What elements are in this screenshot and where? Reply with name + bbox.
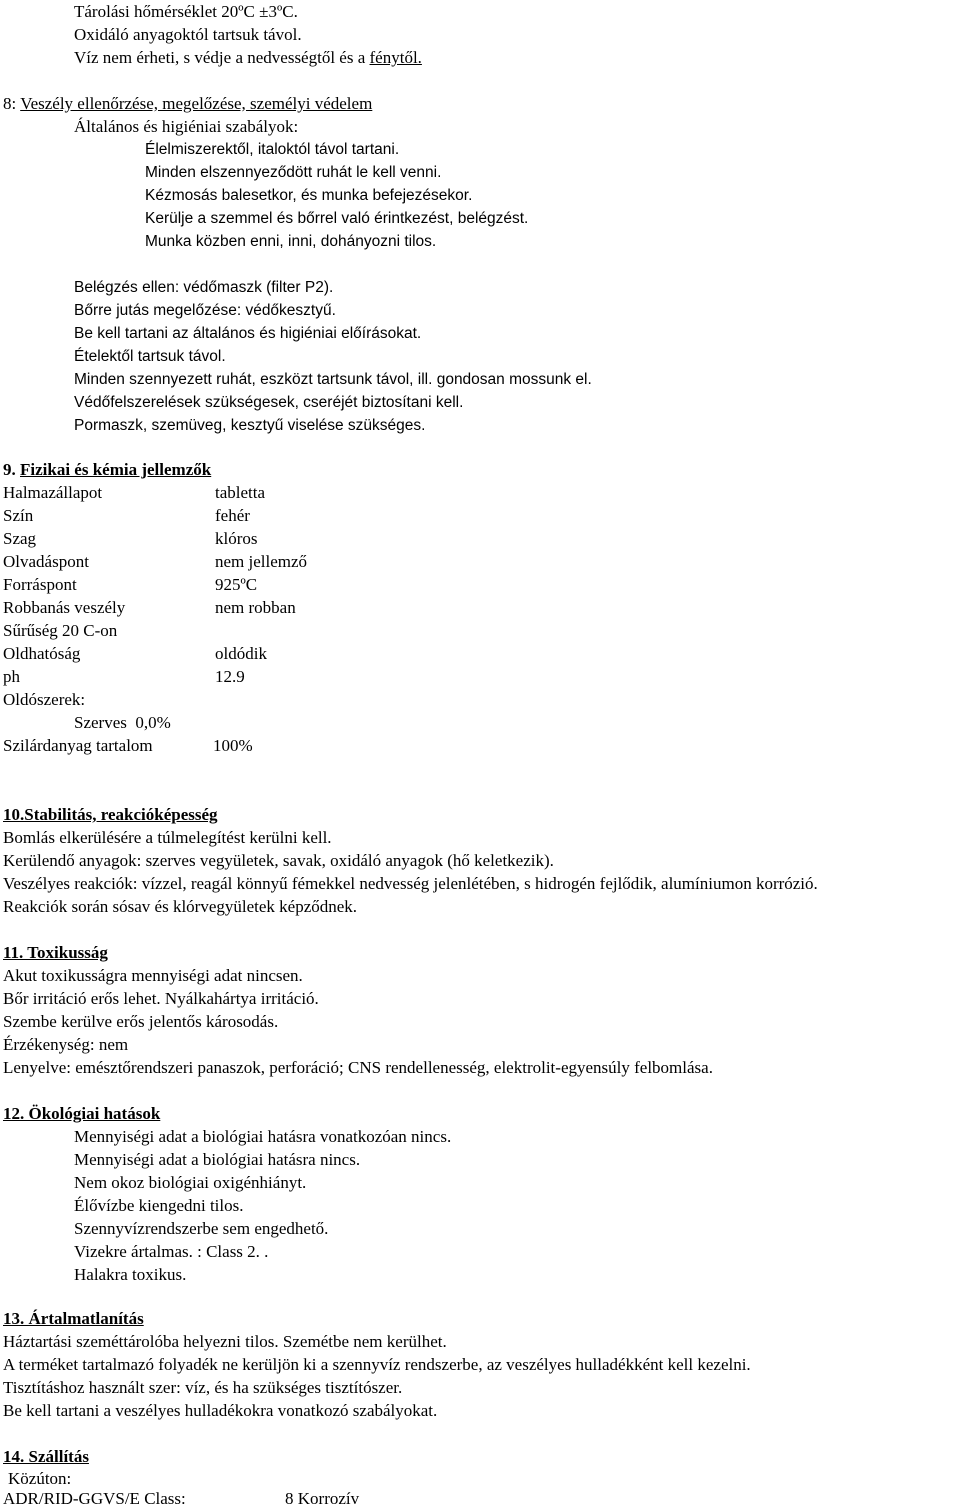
prop-label: ph — [3, 667, 20, 686]
section12-line: Halakra toxikus. — [74, 1265, 187, 1284]
section8-heading — [3, 94, 372, 114]
section10-line: Veszélyes reakciók: vízzel, reagál könnyű fémekkel nedvesség jelenlétében, s hidrogén fejlődik, alumíniumon korrózió. — [3, 874, 818, 893]
prop-label: Halmazállapot — [3, 483, 103, 502]
protection-line: Minden szennyezett ruhát, eszközt tartsunk távol, ill. gondosan mossunk el. — [74, 371, 592, 388]
section13-line: A terméket tartalmazó folyadék ne kerüljön ki a szennyvíz rendszerbe, az veszélyes hulladékként kell kezelni. — [3, 1355, 751, 1374]
section13-line: Tisztításhoz használt szer: víz, és ha szükséges tisztítószer. — [3, 1378, 403, 1397]
section11-line: Lenyelve: emésztőrendszeri panaszok, perforáció; CNS rendellenesség, elektrolit-egyensúly felbomlása. — [3, 1058, 713, 1077]
prop-value: 12.9 — [215, 667, 245, 686]
section10-title: 10.Stabilitás, reakcióképesség — [3, 805, 218, 824]
prop-label: Forráspont — [3, 575, 77, 594]
section11-line: Bőr irritáció erős lehet. Nyálkahártya irritáció. — [3, 989, 319, 1008]
section10-line: Bomlás elkerülésére a túlmelegítést kerülni kell. — [3, 828, 332, 847]
section11-line: Érzékenység: nem — [3, 1035, 129, 1054]
section9-title: Fizikai és kémia jellemzők — [20, 460, 212, 479]
prop-value: oldódik — [215, 644, 267, 663]
section8-item: Kerülje a szemmel és bőrrel való érintkezést, belégzést. — [145, 210, 529, 227]
section11-line: Akut toxikusságra mennyiségi adat nincsen. — [3, 966, 303, 985]
protection-line: Be kell tartani az általános és higiéniai előírásokat. — [74, 325, 422, 342]
protection-line: Védőfelszerelések szükségesek, cseréjét biztosítani kell. — [74, 394, 464, 411]
solids-value: 100% — [213, 736, 253, 755]
section14-title: 14. Szállítás — [3, 1447, 89, 1466]
storage-moisture-light: fénytől. — [369, 48, 422, 67]
prop-value: 925ºC — [215, 575, 258, 594]
prop-label: Oldhatóság — [3, 644, 81, 663]
section12-line: Mennyiségi adat a biológiai hatásra vonatkozóan nincs. — [74, 1127, 452, 1146]
prop-label: Szín — [3, 506, 34, 525]
prop-label: Szag — [3, 529, 37, 548]
section10-line: Kerülendő anyagok: szerves vegyületek, savak, oxidáló anyagok (hő keletkezik). — [3, 851, 554, 870]
prop-label: Olvadáspont — [3, 552, 89, 571]
storage-moisture-text: Víz nem érheti, s védje a nedvességtől és a — [74, 48, 370, 67]
section12-title: 12. Ökológiai hatások — [3, 1104, 161, 1123]
section8-item: Munka közben enni, inni, dohányozni tilos. — [145, 233, 437, 250]
section9-number: 9. — [3, 460, 16, 479]
storage-moisture — [74, 48, 422, 68]
section12-line: Mennyiségi adat a biológiai hatásra nincs. — [74, 1150, 361, 1169]
section10-line: Reakciók során sósav és klórvegyületek képződnek. — [3, 897, 358, 916]
adr-class-value: 8 Korrozív — [285, 1489, 360, 1508]
section9-heading — [3, 460, 211, 480]
prop-value: nem robban — [215, 598, 296, 617]
section12-line: Nem okoz biológiai oxigénhiányt. — [74, 1173, 307, 1192]
solvents-label: Oldószerek: — [3, 690, 86, 709]
prop-value: fehér — [215, 506, 250, 525]
section11-line: Szembe kerülve erős jelentős károsodás. — [3, 1012, 279, 1031]
prop-label: Robbanás veszély — [3, 598, 126, 617]
section11-title: 11. Toxikusság — [3, 943, 108, 962]
road-label: Közúton: — [8, 1469, 72, 1488]
solvents-organic: Szerves 0,0% — [74, 713, 171, 732]
storage-temp: Tárolási hőmérséklet 20ºC ±3ºC. — [74, 2, 298, 21]
section8-item: Kézmosás balesetkor, és munka befejezésekor. — [145, 187, 473, 204]
adr-class-label: ADR/RID-GGVS/E Class: — [3, 1489, 186, 1508]
section12-line: Szennyvízrendszerbe sem engedhető. — [74, 1219, 329, 1238]
prop-value: nem jellemző — [215, 552, 308, 571]
section8-number: 8: — [3, 94, 17, 113]
section13-line: Háztartási szeméttárolóba helyezni tilos. Szemétbe nem kerülhet. — [3, 1332, 447, 1351]
section8-item: Élelmiszerektől, italoktól távol tartani. — [145, 141, 400, 158]
protection-line: Ételektől tartsuk távol. — [74, 348, 226, 365]
protection-line: Belégzés ellen: védőmaszk (filter P2). — [74, 279, 334, 296]
solids-label: Szilárdanyag tartalom — [3, 736, 153, 755]
prop-value: klóros — [215, 529, 258, 548]
prop-value: tabletta — [215, 483, 266, 502]
prop-label: Sűrűség 20 C-on — [3, 621, 118, 640]
section8-item: Minden elszennyeződött ruhát le kell venni. — [145, 164, 442, 181]
section13-line: Be kell tartani a veszélyes hulladékokra vonatkozó szabályokat. — [3, 1401, 438, 1420]
protection-line: Pormaszk, szemüveg, kesztyű viselése szükséges. — [74, 417, 426, 434]
storage-oxidizer: Oxidáló anyagoktól tartsuk távol. — [74, 25, 302, 44]
protection-line: Bőrre jutás megelőzése: védőkesztyű. — [74, 302, 336, 319]
section12-line: Vizekre ártalmas. : Class 2. . — [74, 1242, 269, 1261]
section12-line: Élővízbe kiengedni tilos. — [74, 1196, 244, 1215]
section8-title: Veszély ellenőrzése, megelőzése, személyi védelem — [20, 94, 373, 113]
section8-intro: Általános és higiéniai szabályok: — [74, 117, 299, 136]
section13-title: 13. Ártalmatlanítás — [3, 1309, 144, 1328]
